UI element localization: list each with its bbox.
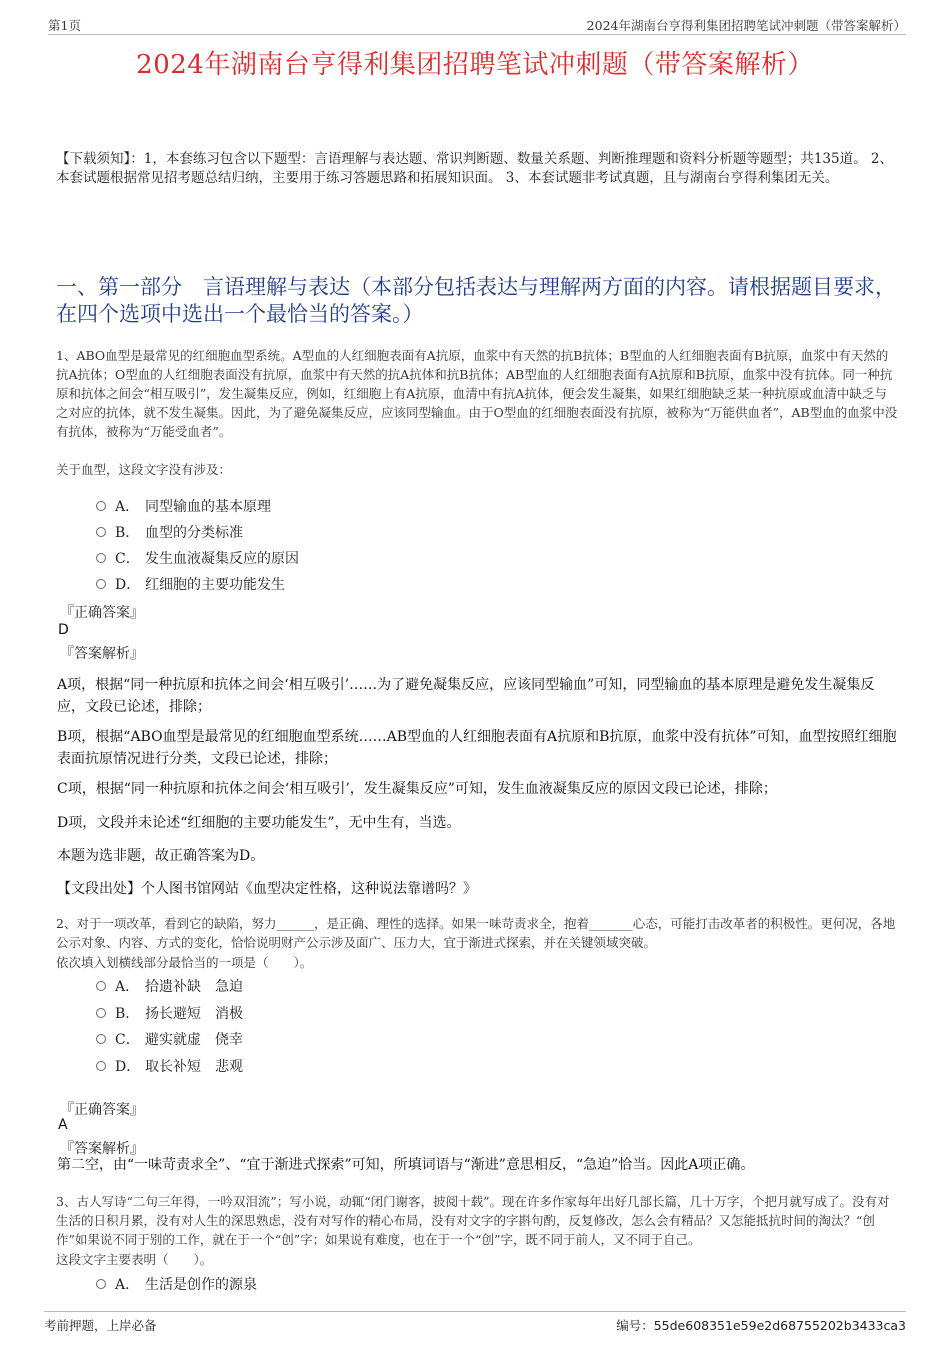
q3-option-a[interactable]: A． 生活是创作的源泉 xyxy=(96,1274,257,1294)
q1-analysis-b: B项，根据“ABO血型是最常见的红细胞血型系统……AB型血的人红细胞表面有A抗原和B抗原，血浆中没有抗体”可知，血型按照红细胞表面抗原情况进行分类，文段已论述，排除； xyxy=(57,729,897,767)
question-1-prompt: 关于血型，这段文字没有涉及： xyxy=(56,462,232,477)
q1-option-a[interactable]: A． 同型输血的基本原理 xyxy=(96,496,271,516)
question-2-text: 2、对于一项改革，看到它的缺陷，努力______，是正确、理性的选择。如果一味苛责求全，抱着_______心态，可能打击改革者的积极性。更何况，各地公示对象、内容、方式的变化，恰恰说明财产公示涉及面广、压力大，宜于渐进式探索，并在关键领域突破。 xyxy=(56,916,896,950)
question-2-prompt: 依次填入划横线部分最恰当的一项是（ ）。 xyxy=(56,955,313,970)
page-footer xyxy=(44,1311,906,1334)
download-notice: 【下载须知】：1，本套练习包含以下题型：言语理解与表达题、常识判断题、数量关系题、判断推理题和资料分析题等题型；共135道。 2、本套试题根据常见招考题总结归纳，主要用于练习答题思路和拓展知识面。 3、本套试题非考试真题，且与湖南台亨得利集团无关。 xyxy=(56,151,893,186)
radio-icon[interactable] xyxy=(96,1279,106,1289)
q2-analysis: 第二空，由“一味苛责求全”、“宜于渐进式探索”可知，所填词语与“渐进”意思相反，“急迫”恰当。因此A项正确。 xyxy=(57,1157,755,1173)
q2-analysis-label: 『答案解析』 xyxy=(60,1141,144,1157)
question-3-text: 3、古人写诗“二句三年得，一吟双泪流”；写小说，动辄“闭门谢客，披阅十载”。现在许多作家每年出好几部长篇，几十万字，个把月就写成了。没有对生活的日积月累，没有对人生的深思熟虑，没有对写作的精心布局，没有对文字的字斟句酌，反复修改，怎么会有精品？又怎能抵抗时间的淘汰？“创作”如果说不同于别的工作，就在于一个“创”字；如果说有难度，也在于一个“创”字，既不同于前人，又不同于自己。 xyxy=(56,1194,890,1247)
q1-answer: D xyxy=(58,622,69,638)
radio-icon[interactable] xyxy=(96,501,106,511)
q2-option-c[interactable]: C． 避实就虚 侥幸 xyxy=(96,1029,243,1049)
q2-option-a[interactable]: A． 拾遗补缺 急迫 xyxy=(96,976,243,996)
footer-doc-code: 编号：55de608351e59e2d68755202b3433ca3 xyxy=(616,1318,906,1333)
q1-analysis-label: 『答案解析』 xyxy=(60,646,144,662)
radio-icon[interactable] xyxy=(96,1034,106,1044)
q1-answer-label: 『正确答案』 xyxy=(60,605,144,621)
footer-slogan: 考前押题，上岸必备 xyxy=(44,1318,157,1333)
q2-answer: A xyxy=(58,1117,68,1133)
radio-icon[interactable] xyxy=(96,527,106,537)
q1-source: 【文段出处】个人图书馆网站《血型决定性格，这种说法靠谱吗？》 xyxy=(57,881,477,897)
radio-icon[interactable] xyxy=(96,981,106,991)
section-heading: 一、第一部分 言语理解与表达（本部分包括表达与理解两方面的内容。请根据题目要求，在四个选项中选出一个最恰当的答案。） xyxy=(56,275,896,326)
radio-icon[interactable] xyxy=(96,553,106,563)
q2-answer-label: 『正确答案』 xyxy=(60,1102,144,1118)
radio-icon[interactable] xyxy=(96,1061,106,1071)
q1-conclusion: 本题为选非题，故正确答案为D。 xyxy=(57,848,265,864)
q1-option-c[interactable]: C． 发生血液凝集反应的原因 xyxy=(96,548,299,568)
question-1-text: 1、ABO血型是最常见的红细胞血型系统。A型血的人红细胞表面有A抗原，血浆中有天然的抗B抗体；B型血的人红细胞表面有B抗原，血浆中有天然的抗A抗体；O型血的人红细胞表面没有抗原，血浆中有天然的抗A抗体和抗B抗体；AB型血的人红细胞表面有A抗原和B抗原，血浆中没有抗体。同一种抗原和抗体之间会“相互吸引”，发生凝集反应，例如，红细胞上有A抗原，血清中有抗A抗体，便会发生凝集，如果红细胞缺乏某一种抗原或血清中缺乏与之对应的抗体，就不发生凝集。因此，为了避免凝集反应，应该同型输血。由于O型血的红细胞表面没有抗原，被称为“万能供血者”，AB型血的血浆中没有抗体，被称为“万能受血者”。 xyxy=(56,348,898,439)
q2-option-d[interactable]: D． 取长补短 悲观 xyxy=(96,1056,243,1076)
radio-icon[interactable] xyxy=(96,1008,106,1018)
page-header xyxy=(48,12,906,35)
q1-analysis-a: A项，根据“同一种抗原和抗体之间会‘相互吸引’……为了避免凝集反应，应该同型输血”可知，同型输血的基本原理是避免发生凝集反应，文段已论述，排除； xyxy=(57,677,875,715)
page-title: 2024年湖南台亨得利集团招聘笔试冲刺题（带答案解析） xyxy=(136,50,814,80)
q1-analysis-c: C项，根据“同一种抗原和抗体之间会‘相互吸引’，发生凝集反应”可知，发生血液凝集反应的原因文段已论述，排除； xyxy=(57,781,777,797)
q1-option-b[interactable]: B． 血型的分类标准 xyxy=(96,522,243,542)
radio-icon[interactable] xyxy=(96,579,106,589)
q2-option-b[interactable]: B． 扬长避短 消极 xyxy=(96,1003,243,1023)
q1-option-d[interactable]: D． 红细胞的主要功能发生 xyxy=(96,574,285,594)
header-doc-title: 2024年湖南台亨得利集团招聘笔试冲刺题（带答案解析） xyxy=(586,18,906,33)
page-number: 第1页 xyxy=(48,18,81,33)
question-3-prompt: 这段文字主要表明（ ）。 xyxy=(56,1252,213,1267)
q1-analysis-d: D项，文段并未论述“红细胞的主要功能发生”，无中生有，当选。 xyxy=(57,815,461,831)
